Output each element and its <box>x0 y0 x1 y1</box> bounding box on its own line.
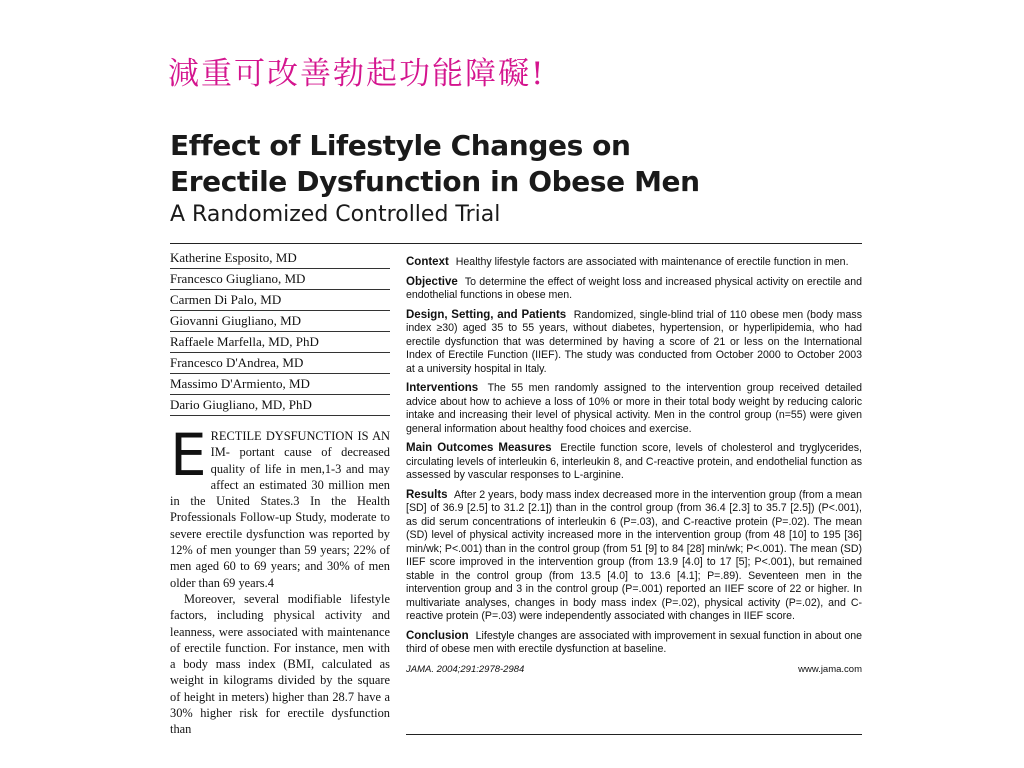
journal-citation: JAMA. 2004;291:2978-2984 <box>406 663 525 675</box>
left-column <box>170 248 390 738</box>
section-text: After 2 years, body mass index decreased more in the intervention group (from a mean [SD] of 36.9 [2.5] to 31.2 [2.1]) than in the control group (from 36.4 [2.3] to 35.7 [2.5]) (P<.001), as did serum concentrations of interleukin 6 (P=.03), and C-reactive protein (P=.02). The mean (SD) level of physical activity increased more in the intervention group (from 48 [10] to 195 [36] min/wk; P<.001) than in the control group (from 51 [9] to 84 [28] min/wk; P<.001). The mean (SD) IIEF score improved in the intervention group (from 13.9 [4.0] to 17 [5]; P<.001), but remained stable in the control group (from 13.5 [4.0] to 13.6 [4.1]; P=.89). Seventeen men in the intervention group and 3 in the control group (P=.001) reported an IIEF score of 22 or higher. In multivariate analyses, changes in body mass index (P=.02), physical activity (P=.02), and C-reactive protein (P=.03) were independently associated with changes in IIEF score. <box>406 488 862 622</box>
intro-paragraph-1: portant cause of decreased quality of life in men,1-3 and may affect an estimated 30 million men in the United States.3 In the Health Professionals Follow-up Study, moderate to severe erectile dysfunction was reported by 12% of men younger than 59 years; 22% of men aged 60 to 69 years; and 30% of men older than 69 years.4 <box>170 445 390 590</box>
abstract-outcomes <box>406 442 862 483</box>
abstract-results <box>406 489 862 624</box>
abstract-objective <box>406 276 862 303</box>
intro-paragraph-2: Moreover, several modifiable lifestyle factors, including physical activity and leanness, were associated with maintenance of erectile function. For instance, men with a body mass index (BMI, calculated as weight in kilograms divided by the square of height in meters) higher than 28.7 have a 30% higher risk for erectile dysfunction than <box>170 591 390 737</box>
article-subtitle: A Randomized Controlled Trial <box>170 202 501 227</box>
abstract-bottom-divider <box>406 734 862 735</box>
intro-body-text <box>170 421 390 738</box>
abstract-interventions <box>406 382 862 436</box>
section-text: Randomized, single-blind trial of 110 obese men (body mass index ≥30) aged 35 to 55 years, without diabetes, hypertension, or hyperlipidemia, who had erectile dysfunction that was determined by having a score of 21 or less on the International Index of Erectile Function (IIEF). The study was conducted from October 2000 to October 2003 at a university hospital in Italy. <box>406 308 862 375</box>
lead-caps: RECTILE DYSFUNCTION IS AN IM- <box>210 429 390 460</box>
section-label: Design, Setting, and Patients <box>406 308 567 321</box>
abstract-design <box>406 309 862 377</box>
slide-title: 減重可改善勃起功能障礙! <box>168 56 546 92</box>
section-label: Context <box>406 256 449 268</box>
author: Massimo D'Armiento, MD <box>170 374 390 395</box>
abstract-context <box>406 256 862 270</box>
author: Dario Giugliano, MD, PhD <box>170 395 390 416</box>
article-scan <box>170 128 862 738</box>
author: Giovanni Giugliano, MD <box>170 311 390 332</box>
section-label: Interventions <box>406 382 479 394</box>
author: Francesco D'Andrea, MD <box>170 353 390 374</box>
section-text: Lifestyle changes are associated with improvement in sexual function in about one third of obese men with erectile dysfunction at baseline. <box>406 629 862 655</box>
article-title-line-2: Erectile Dysfunction in Obese Men <box>170 165 700 198</box>
section-text: Healthy lifestyle factors are associated with maintenance of erectile function in men. <box>455 256 849 268</box>
journal-website: www.jama.com <box>798 663 862 675</box>
header-divider <box>170 243 862 244</box>
abstract-conclusion <box>406 630 862 657</box>
citation-row <box>406 663 862 677</box>
section-label: Results <box>406 488 448 501</box>
section-text: The 55 men randomly assigned to the intervention group received detailed advice about how to achieve a loss of 10% or more in their total body weight by reducing caloric intake and increasing their level of physical activity. Men in the control group (n=55) were given general information about healthy food choices and exercise. <box>406 382 862 435</box>
section-label: Main Outcomes Measures <box>406 442 552 454</box>
article-title-line-1: Effect of Lifestyle Changes on <box>170 129 631 162</box>
author: Carmen Di Palo, MD <box>170 290 390 311</box>
section-text: Erectile function score, levels of cholesterol and tryglycerides, circulating levels of interleukin 6, interleukin 8, and C-reactive protein, and endothelial function as assessed by vascular responses to L-arginine. <box>406 442 862 481</box>
author: Raffaele Marfella, MD, PhD <box>170 332 390 353</box>
section-text: To determine the effect of weight loss and increased physical activity on erectile and endothelial functions in obese men. <box>406 275 862 301</box>
author: Francesco Giugliano, MD <box>170 269 390 290</box>
author: Katherine Esposito, MD <box>170 248 390 269</box>
section-label: Objective <box>406 275 458 288</box>
drop-cap: E <box>170 421 207 489</box>
section-label: Conclusion <box>406 629 469 642</box>
abstract <box>406 256 862 676</box>
